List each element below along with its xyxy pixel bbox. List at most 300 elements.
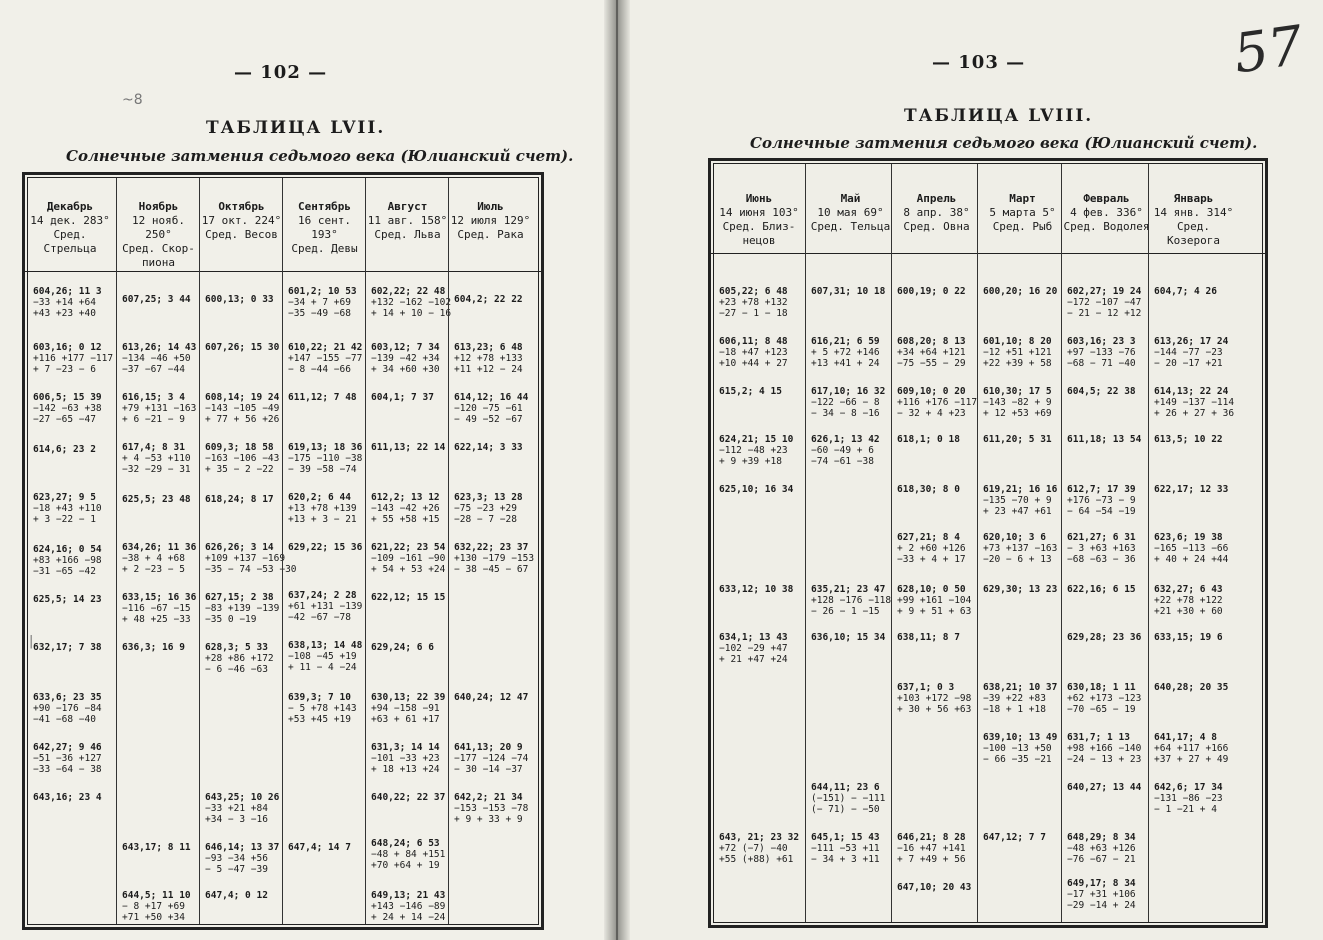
eclipse-date-time: 645,1; 15 43 bbox=[811, 832, 880, 843]
eclipse-entry bbox=[371, 742, 446, 775]
eclipse-coordinates: +13 +41 + 24 bbox=[811, 358, 880, 369]
eclipse-date-time: 623,6; 19 38 bbox=[1154, 532, 1223, 543]
eclipse-coordinates: −18 + 1 +18 bbox=[983, 704, 1046, 715]
right-column-5 bbox=[1148, 164, 1238, 922]
eclipse-date-time: 604,5; 22 38 bbox=[1067, 386, 1136, 397]
eclipse-coordinates: − 5 +78 +143 bbox=[288, 703, 357, 714]
eclipse-coordinates: −93 −34 +56 bbox=[205, 853, 268, 864]
eclipse-entry bbox=[1067, 732, 1148, 765]
header-line: 12 нояб. 250° bbox=[132, 214, 185, 241]
eclipse-date-time: 643, 21; 23 32 bbox=[719, 832, 800, 843]
eclipse-entry bbox=[454, 792, 529, 825]
eclipse-entry bbox=[1154, 434, 1235, 445]
eclipse-date-time: 633,15; 16 36 bbox=[122, 592, 197, 603]
eclipse-coordinates: + 2 −23 − 5 bbox=[122, 564, 185, 575]
eclipse-coordinates: +34 +64 +121 bbox=[897, 347, 966, 358]
eclipse-date-time: 614,6; 23 2 bbox=[33, 444, 96, 455]
eclipse-coordinates: −175 −110 −38 bbox=[288, 453, 363, 464]
eclipse-entry bbox=[33, 742, 109, 775]
eclipse-date-time: 636,3; 16 9 bbox=[122, 642, 185, 653]
eclipse-date-time: 604,2; 22 22 bbox=[454, 294, 523, 305]
eclipse-coordinates: +132 −162 −102 bbox=[371, 297, 452, 308]
right-column-header bbox=[714, 192, 804, 248]
eclipse-entry bbox=[205, 342, 280, 353]
eclipse-entry bbox=[33, 594, 109, 605]
right-column-header bbox=[1062, 192, 1151, 234]
eclipse-date-time: 627,21; 8 4 bbox=[897, 532, 960, 543]
eclipse-entry bbox=[122, 592, 197, 625]
eclipse-coordinates: −31 −65 −42 bbox=[33, 566, 96, 577]
eclipse-entry bbox=[811, 434, 892, 467]
eclipse-entry bbox=[288, 442, 363, 475]
left-column-4 bbox=[365, 178, 452, 924]
eclipse-entry bbox=[1067, 632, 1148, 643]
right-page-number: — 103 — bbox=[932, 52, 1026, 73]
eclipse-date-time: 606,5; 15 39 bbox=[33, 392, 102, 403]
eclipse-entry bbox=[897, 584, 978, 617]
eclipse-entry bbox=[288, 342, 363, 375]
eclipse-date-time: 647,4; 0 12 bbox=[205, 890, 268, 901]
eclipse-coordinates: +64 +117 +166 bbox=[1154, 743, 1229, 754]
eclipse-date-time: 607,25; 3 44 bbox=[122, 294, 191, 305]
eclipse-entry bbox=[1067, 532, 1148, 565]
eclipse-date-time: 603,12; 7 34 bbox=[371, 342, 440, 353]
eclipse-date-time: 642,27; 9 46 bbox=[33, 742, 102, 753]
eclipse-date-time: 635,21; 23 47 bbox=[811, 584, 886, 595]
eclipse-coordinates: −33 +14 +64 bbox=[33, 297, 96, 308]
eclipse-date-time: 644,5; 11 10 bbox=[122, 890, 191, 901]
eclipse-date-time: 611,20; 5 31 bbox=[983, 434, 1052, 445]
eclipse-entry bbox=[1154, 532, 1235, 565]
eclipse-date-time: 611,18; 13 54 bbox=[1067, 434, 1142, 445]
eclipse-date-time: 629,28; 23 36 bbox=[1067, 632, 1142, 643]
eclipse-coordinates: +55 (+88) +61 bbox=[719, 854, 794, 865]
eclipse-coordinates: + 55 +58 +15 bbox=[371, 514, 440, 525]
header-line: Сред. Рака bbox=[457, 228, 524, 241]
eclipse-date-time: 605,22; 6 48 bbox=[719, 286, 788, 297]
eclipse-date-time: 622,14; 3 33 bbox=[454, 442, 523, 453]
header-line: Сред. Скор- bbox=[122, 242, 195, 255]
left-column-0 bbox=[28, 178, 112, 924]
eclipse-coordinates: +116 +177 −117 bbox=[33, 353, 114, 364]
eclipse-entry bbox=[719, 484, 801, 495]
eclipse-date-time: 625,5; 23 48 bbox=[122, 494, 191, 505]
eclipse-entry bbox=[33, 342, 114, 375]
eclipse-date-time: 608,14; 19 24 bbox=[205, 392, 280, 403]
eclipse-date-time: 636,10; 15 34 bbox=[811, 632, 886, 643]
right-column-0 bbox=[714, 164, 804, 922]
eclipse-coordinates: +43 +23 +40 bbox=[33, 308, 96, 319]
eclipse-coordinates: +12 +78 +133 bbox=[454, 353, 523, 364]
eclipse-date-time: 640,28; 20 35 bbox=[1154, 682, 1229, 693]
eclipse-entry bbox=[983, 532, 1064, 565]
eclipse-coordinates: −163 −106 −43 bbox=[205, 453, 280, 464]
eclipse-entry bbox=[983, 584, 1064, 595]
eclipse-coordinates: + 30 + 56 +63 bbox=[897, 704, 972, 715]
eclipse-coordinates: −76 −67 − 21 bbox=[1067, 854, 1136, 865]
eclipse-date-time: 613,23; 6 48 bbox=[454, 342, 523, 353]
eclipse-coordinates: −68 −63 − 36 bbox=[1067, 554, 1136, 565]
eclipse-coordinates: −131 −86 −23 bbox=[1154, 793, 1223, 804]
eclipse-date-time: 630,13; 22 39 bbox=[371, 692, 446, 703]
eclipse-date-time: 606,11; 8 48 bbox=[719, 336, 788, 347]
eclipse-coordinates: −139 −42 +34 bbox=[371, 353, 440, 364]
eclipse-date-time: 633,15; 19 6 bbox=[1154, 632, 1223, 643]
eclipse-entry bbox=[454, 742, 529, 775]
eclipse-coordinates: + 40 + 24 +44 bbox=[1154, 554, 1229, 565]
eclipse-coordinates: +28 +86 +172 bbox=[205, 653, 274, 664]
eclipse-entry bbox=[33, 544, 109, 577]
eclipse-coordinates: +147 −155 −77 bbox=[288, 353, 363, 364]
eclipse-date-time: 634,1; 13 43 bbox=[719, 632, 788, 643]
eclipse-coordinates: + 77 + 56 +26 bbox=[205, 414, 280, 425]
eclipse-coordinates: (− 71) − −50 bbox=[811, 804, 880, 815]
eclipse-date-time: 612,7; 17 39 bbox=[1067, 484, 1136, 495]
eclipse-entry bbox=[205, 494, 280, 505]
eclipse-coordinates: +63 + 61 +17 bbox=[371, 714, 440, 725]
eclipse-date-time: 617,4; 8 31 bbox=[122, 442, 185, 453]
right-column-header bbox=[806, 192, 895, 234]
eclipse-entry bbox=[719, 832, 801, 865]
eclipse-date-time: 641,17; 4 8 bbox=[1154, 732, 1217, 743]
right-table-subtitle: Солнечные затмения седьмого века (Юлианский счет). bbox=[750, 134, 1258, 152]
eclipse-entry bbox=[811, 584, 892, 617]
eclipse-date-time: 622,12; 15 15 bbox=[371, 592, 446, 603]
left-page bbox=[0, 0, 612, 940]
eclipse-entry bbox=[1067, 682, 1148, 715]
header-line: Сред. Льва bbox=[374, 228, 441, 241]
eclipse-entry bbox=[454, 342, 529, 375]
eclipse-coordinates: −35 −49 −68 bbox=[288, 308, 351, 319]
eclipse-coordinates: −143 −105 −49 bbox=[205, 403, 280, 414]
eclipse-entry bbox=[205, 294, 280, 305]
eclipse-entry bbox=[288, 392, 363, 403]
eclipse-coordinates: + 12 +53 +69 bbox=[983, 408, 1052, 419]
eclipse-entry bbox=[371, 792, 446, 803]
eclipse-entry bbox=[454, 442, 529, 453]
month-name: Февраль bbox=[1083, 192, 1130, 205]
header-line: 16 сент. 193° bbox=[298, 214, 351, 241]
eclipse-coordinates: +13 + 3 − 21 bbox=[288, 514, 357, 525]
eclipse-coordinates: −17 +31 +106 bbox=[1067, 889, 1136, 900]
eclipse-date-time: 619,21; 16 16 bbox=[983, 484, 1058, 495]
eclipse-coordinates: −41 −68 −40 bbox=[33, 714, 96, 725]
left-table-subtitle: Солнечные затмения седьмого века (Юлианский счет). bbox=[66, 147, 574, 165]
eclipse-date-time: 620,10; 3 6 bbox=[983, 532, 1046, 543]
eclipse-coordinates: −102 −29 +47 bbox=[719, 643, 788, 654]
eclipse-entry bbox=[205, 890, 280, 901]
eclipse-date-time: 623,3; 13 28 bbox=[454, 492, 523, 503]
header-line: 17 окт. 224° bbox=[201, 214, 282, 227]
eclipse-entry bbox=[122, 494, 197, 505]
eclipse-entry bbox=[371, 442, 446, 453]
eclipse-coordinates: +22 +39 + 58 bbox=[983, 358, 1052, 369]
eclipse-entry bbox=[719, 632, 801, 665]
eclipse-coordinates: − 21 − 12 +12 bbox=[1067, 308, 1142, 319]
eclipse-entry bbox=[371, 342, 446, 375]
eclipse-entry bbox=[719, 386, 801, 397]
eclipse-date-time: 616,21; 6 59 bbox=[811, 336, 880, 347]
header-line: нецов bbox=[742, 234, 776, 247]
eclipse-entry bbox=[897, 882, 978, 893]
header-line: 11 авг. 158° bbox=[367, 214, 448, 227]
eclipse-coordinates: +37 + 27 + 49 bbox=[1154, 754, 1229, 765]
eclipse-coordinates: + 35 − 2 −22 bbox=[205, 464, 274, 475]
eclipse-coordinates: −20 − 6 + 13 bbox=[983, 554, 1052, 565]
eclipse-date-time: 611,13; 22 14 bbox=[371, 442, 446, 453]
eclipse-entry bbox=[371, 392, 446, 403]
eclipse-coordinates: −33 + 4 + 17 bbox=[897, 554, 966, 565]
eclipse-date-time: 640,24; 12 47 bbox=[454, 692, 529, 703]
eclipse-coordinates: +73 +137 −163 bbox=[983, 543, 1058, 554]
month-name: Апрель bbox=[916, 192, 957, 205]
eclipse-entry bbox=[719, 286, 801, 319]
eclipse-date-time: 625,10; 16 34 bbox=[719, 484, 794, 495]
header-line: 5 марта 5° bbox=[989, 206, 1056, 219]
eclipse-date-time: 623,27; 9 5 bbox=[33, 492, 96, 503]
eclipse-entry bbox=[454, 542, 535, 575]
eclipse-entry bbox=[205, 842, 280, 875]
eclipse-entry bbox=[1154, 386, 1235, 419]
eclipse-date-time: 604,26; 11 3 bbox=[33, 286, 102, 297]
eclipse-entry bbox=[371, 692, 446, 725]
eclipse-entry bbox=[1067, 286, 1148, 319]
eclipse-date-time: 608,20; 8 13 bbox=[897, 336, 966, 347]
eclipse-coordinates: + 54 + 53 +24 bbox=[371, 564, 446, 575]
eclipse-date-time: 642,6; 17 34 bbox=[1154, 782, 1223, 793]
eclipse-entry bbox=[205, 642, 280, 675]
eclipse-coordinates: −39 +22 +83 bbox=[983, 693, 1046, 704]
eclipse-coordinates: +176 −73 − 9 bbox=[1067, 495, 1136, 506]
eclipse-date-time: 633,12; 10 38 bbox=[719, 584, 794, 595]
right-page bbox=[622, 0, 1323, 940]
eclipse-entry bbox=[33, 392, 109, 425]
header-line: 10 мая 69° bbox=[817, 206, 884, 219]
eclipse-coordinates: −165 −113 −66 bbox=[1154, 543, 1229, 554]
month-name: Март bbox=[1009, 192, 1036, 205]
eclipse-date-time: 617,10; 16 32 bbox=[811, 386, 886, 397]
right-table-frame bbox=[708, 158, 1268, 928]
eclipse-coordinates: − 8 +17 +69 bbox=[122, 901, 185, 912]
eclipse-coordinates: − 20 −17 +21 bbox=[1154, 358, 1223, 369]
eclipse-coordinates: +72 (−7) −40 bbox=[719, 843, 788, 854]
eclipse-entry bbox=[897, 434, 978, 445]
eclipse-coordinates: + 48 +25 −33 bbox=[122, 614, 191, 625]
eclipse-entry bbox=[205, 392, 280, 425]
left-page-number: — 102 — bbox=[234, 62, 328, 83]
left-column-header bbox=[283, 200, 366, 256]
eclipse-entry bbox=[122, 442, 197, 475]
eclipse-entry bbox=[454, 692, 529, 703]
eclipse-coordinates: − 64 −54 −19 bbox=[1067, 506, 1136, 517]
eclipse-coordinates: +130 −179 −153 bbox=[454, 553, 535, 564]
eclipse-coordinates: −24 − 13 + 23 bbox=[1067, 754, 1142, 765]
eclipse-entry bbox=[454, 294, 529, 305]
left-column-header bbox=[28, 200, 112, 256]
eclipse-date-time: 642,2; 21 34 bbox=[454, 792, 523, 803]
eclipse-date-time: 628,3; 5 33 bbox=[205, 642, 268, 653]
eclipse-coordinates: +90 −176 −84 bbox=[33, 703, 102, 714]
eclipse-coordinates: + 3 −22 − 1 bbox=[33, 514, 96, 525]
eclipse-coordinates: +98 +166 −140 bbox=[1067, 743, 1142, 754]
eclipse-entry bbox=[811, 632, 892, 643]
eclipse-entry bbox=[33, 286, 109, 319]
eclipse-entry bbox=[719, 434, 801, 467]
eclipse-date-time: 626,1; 13 42 bbox=[811, 434, 880, 445]
eclipse-entry bbox=[205, 792, 280, 825]
eclipse-coordinates: −112 −48 +23 bbox=[719, 445, 788, 456]
eclipse-date-time: 649,13; 21 43 bbox=[371, 890, 446, 901]
eclipse-date-time: 649,17; 8 34 bbox=[1067, 878, 1136, 889]
left-column-5 bbox=[448, 178, 535, 924]
eclipse-coordinates: −16 +47 +141 bbox=[897, 843, 966, 854]
eclipse-coordinates: +94 −158 −91 bbox=[371, 703, 440, 714]
eclipse-date-time: 647,4; 14 7 bbox=[288, 842, 351, 853]
eclipse-entry bbox=[454, 392, 529, 425]
eclipse-entry bbox=[811, 286, 892, 297]
eclipse-date-time: 629,24; 6 6 bbox=[371, 642, 434, 653]
eclipse-coordinates: +71 +50 +34 bbox=[122, 912, 185, 923]
handwritten-page-mark: 57 bbox=[1230, 13, 1308, 86]
eclipse-coordinates: −48 +63 +126 bbox=[1067, 843, 1136, 854]
eclipse-entry bbox=[897, 386, 978, 419]
eclipse-date-time: 607,26; 15 30 bbox=[205, 342, 280, 353]
eclipse-entry bbox=[454, 492, 529, 525]
eclipse-coordinates: −27 −65 −47 bbox=[33, 414, 96, 425]
eclipse-coordinates: − 30 −14 −37 bbox=[454, 764, 523, 775]
eclipse-coordinates: +79 +131 −163 bbox=[122, 403, 197, 414]
eclipse-coordinates: + 7 +49 + 56 bbox=[897, 854, 966, 865]
eclipse-date-time: 618,1; 0 18 bbox=[897, 434, 960, 445]
eclipse-coordinates: − 32 + 4 +23 bbox=[897, 408, 966, 419]
right-column-header bbox=[892, 192, 981, 234]
eclipse-date-time: 632,22; 23 37 bbox=[454, 542, 529, 553]
eclipse-date-time: 631,7; 1 13 bbox=[1067, 732, 1130, 743]
eclipse-entry bbox=[719, 584, 801, 595]
eclipse-entry bbox=[122, 342, 197, 375]
eclipse-entry bbox=[1154, 782, 1235, 815]
eclipse-entry bbox=[811, 782, 892, 815]
eclipse-coordinates: + 9 + 33 + 9 bbox=[454, 814, 523, 825]
eclipse-coordinates: −51 −36 +127 bbox=[33, 753, 102, 764]
eclipse-coordinates: −135 −70 + 9 bbox=[983, 495, 1052, 506]
eclipse-date-time: 647,10; 20 43 bbox=[897, 882, 972, 893]
eclipse-date-time: 627,15; 2 38 bbox=[205, 592, 274, 603]
eclipse-coordinates: −33 +21 +84 bbox=[205, 803, 268, 814]
header-line: Сред. Девы bbox=[291, 242, 358, 255]
eclipse-coordinates: −35 0 −19 bbox=[205, 614, 257, 625]
eclipse-coordinates: − 39 −58 −74 bbox=[288, 464, 357, 475]
left-column-2 bbox=[199, 178, 297, 924]
month-name: Июнь bbox=[745, 192, 773, 205]
eclipse-date-time: 609,10; 0 20 bbox=[897, 386, 966, 397]
eclipse-coordinates: − 49 −52 −67 bbox=[454, 414, 523, 425]
month-name: Июль bbox=[477, 200, 504, 213]
eclipse-entry bbox=[288, 590, 363, 623]
header-line: 14 янв. 314° bbox=[1153, 206, 1234, 219]
eclipse-entry bbox=[33, 492, 109, 525]
eclipse-date-time: 632,27; 6 43 bbox=[1154, 584, 1223, 595]
eclipse-date-time: 637,1; 0 3 bbox=[897, 682, 955, 693]
eclipse-entry bbox=[33, 444, 109, 455]
eclipse-entry bbox=[983, 682, 1064, 715]
eclipse-coordinates: −143 −82 + 9 bbox=[983, 397, 1052, 408]
eclipse-date-time: 604,7; 4 26 bbox=[1154, 286, 1217, 297]
eclipse-entry bbox=[1154, 732, 1235, 765]
eclipse-entry bbox=[371, 492, 446, 525]
eclipse-coordinates: + 11 − 4 −24 bbox=[288, 662, 357, 673]
eclipse-entry bbox=[122, 542, 197, 575]
eclipse-date-time: 609,3; 18 58 bbox=[205, 442, 274, 453]
eclipse-coordinates: −60 −49 + 6 bbox=[811, 445, 874, 456]
eclipse-entry bbox=[897, 682, 978, 715]
eclipse-entry bbox=[288, 286, 363, 319]
eclipse-coordinates: −48 + 84 +151 bbox=[371, 849, 446, 860]
eclipse-coordinates: −18 +43 +110 bbox=[33, 503, 102, 514]
eclipse-entry bbox=[205, 592, 280, 625]
eclipse-entry bbox=[371, 286, 452, 319]
eclipse-date-time: 602,22; 22 48 bbox=[371, 286, 446, 297]
eclipse-entry bbox=[897, 286, 978, 297]
eclipse-date-time: 624,21; 15 10 bbox=[719, 434, 794, 445]
eclipse-entry bbox=[1067, 832, 1148, 865]
eclipse-entry bbox=[983, 336, 1064, 369]
eclipse-coordinates: +10 +44 + 27 bbox=[719, 358, 788, 369]
eclipse-coordinates: + 5 +72 +146 bbox=[811, 347, 880, 358]
eclipse-date-time: 615,2; 4 15 bbox=[719, 386, 782, 397]
eclipse-coordinates: +116 +176 −117 bbox=[897, 397, 978, 408]
eclipse-date-time: 614,12; 16 44 bbox=[454, 392, 529, 403]
month-name: Сентябрь bbox=[298, 200, 351, 213]
eclipse-coordinates: −18 +47 +123 bbox=[719, 347, 788, 358]
eclipse-date-time: 621,22; 23 54 bbox=[371, 542, 446, 553]
eclipse-date-time: 643,17; 8 11 bbox=[122, 842, 191, 853]
eclipse-coordinates: − 34 + 3 +11 bbox=[811, 854, 880, 865]
eclipse-date-time: 610,30; 17 5 bbox=[983, 386, 1052, 397]
eclipse-date-time: 626,26; 3 14 bbox=[205, 542, 274, 553]
eclipse-entry bbox=[1154, 484, 1235, 495]
eclipse-entry bbox=[122, 842, 197, 853]
eclipse-coordinates: +62 +173 −123 bbox=[1067, 693, 1142, 704]
eclipse-coordinates: −172 −107 −47 bbox=[1067, 297, 1142, 308]
month-name: Октябрь bbox=[218, 200, 265, 213]
header-line: 14 дек. 283° bbox=[30, 214, 110, 227]
eclipse-entry bbox=[983, 484, 1064, 517]
eclipse-date-time: 647,12; 7 7 bbox=[983, 832, 1046, 843]
eclipse-entry bbox=[1154, 336, 1235, 369]
eclipse-entry bbox=[983, 386, 1064, 419]
eclipse-coordinates: − 34 − 8 −16 bbox=[811, 408, 880, 419]
eclipse-coordinates: −108 −45 +19 bbox=[288, 651, 357, 662]
eclipse-coordinates: +99 +161 −104 bbox=[897, 595, 972, 606]
eclipse-date-time: 600,20; 16 20 bbox=[983, 286, 1058, 297]
eclipse-entry bbox=[288, 542, 363, 553]
eclipse-date-time: 643,16; 23 4 bbox=[33, 792, 102, 803]
eclipse-date-time: 631,3; 14 14 bbox=[371, 742, 440, 753]
eclipse-date-time: 616,15; 3 4 bbox=[122, 392, 185, 403]
eclipse-date-time: 648,29; 8 34 bbox=[1067, 832, 1136, 843]
month-name: Август bbox=[387, 200, 428, 213]
eclipse-entry bbox=[371, 642, 446, 653]
eclipse-coordinates: +83 +166 −98 bbox=[33, 555, 102, 566]
eclipse-coordinates: + 4 −53 +110 bbox=[122, 453, 191, 464]
eclipse-entry bbox=[371, 838, 446, 871]
header-line: 12 июля 129° bbox=[450, 214, 531, 227]
eclipse-coordinates: +143 −146 −89 bbox=[371, 901, 446, 912]
eclipse-entry bbox=[33, 792, 109, 803]
eclipse-entry bbox=[983, 832, 1064, 843]
eclipse-entry bbox=[897, 484, 978, 495]
